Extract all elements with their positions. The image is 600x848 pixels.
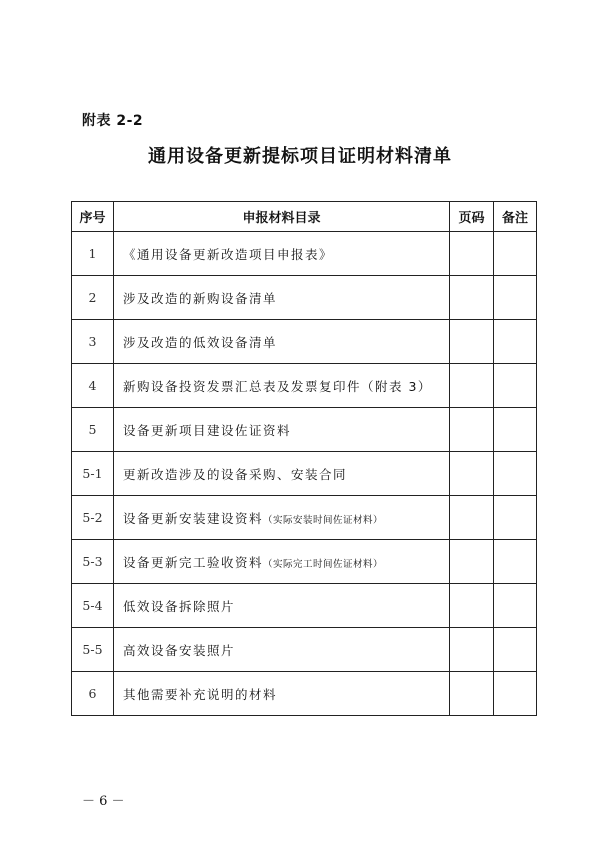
row-item <box>114 452 450 496</box>
table-row <box>72 540 537 584</box>
row-remark <box>494 584 537 628</box>
row-page <box>450 276 494 320</box>
row-remark <box>494 320 537 364</box>
row-item-text: 设备更新项目建设佐证资料 <box>123 422 292 438</box>
table-row <box>72 232 537 276</box>
row-item <box>114 496 450 540</box>
row-number: 5-4 <box>72 584 114 628</box>
header-page: 页码 <box>450 202 494 232</box>
row-item-text: 更新改造涉及的设备采购、安装合同 <box>123 466 348 482</box>
row-item-note: （实际安装时间佐证材料） <box>263 514 384 526</box>
materials-table <box>71 201 537 716</box>
row-page <box>450 232 494 276</box>
row-item <box>114 672 450 716</box>
row-remark <box>494 232 537 276</box>
row-remark <box>494 496 537 540</box>
table-row <box>72 628 537 672</box>
row-item-note: （实际完工时间佐证材料） <box>263 558 384 570</box>
row-number: 5-2 <box>72 496 114 540</box>
row-number: 3 <box>72 320 114 364</box>
row-number: 1 <box>72 232 114 276</box>
row-item-text: 设备更新完工验收资料 <box>123 554 264 570</box>
row-page <box>450 672 494 716</box>
row-item-text: 《通用设备更新改造项目申报表》 <box>123 246 334 262</box>
table-row <box>72 452 537 496</box>
table-row <box>72 496 537 540</box>
row-item <box>114 232 450 276</box>
table-header-row <box>72 202 537 232</box>
row-remark <box>494 364 537 408</box>
row-item-text: 涉及改造的新购设备清单 <box>123 290 278 306</box>
row-number: 5-5 <box>72 628 114 672</box>
row-page <box>450 364 494 408</box>
row-item <box>114 408 450 452</box>
row-page <box>450 408 494 452</box>
row-item <box>114 276 450 320</box>
table-row <box>72 276 537 320</box>
row-page <box>450 628 494 672</box>
row-item-text: 涉及改造的低效设备清单 <box>123 334 278 350</box>
row-number: 4 <box>72 364 114 408</box>
row-page <box>450 584 494 628</box>
row-item <box>114 364 450 408</box>
row-number: 5-1 <box>72 452 114 496</box>
row-item <box>114 584 450 628</box>
table-row <box>72 408 537 452</box>
row-remark <box>494 276 537 320</box>
table-row <box>72 364 537 408</box>
row-item <box>114 628 450 672</box>
row-page <box>450 540 494 584</box>
table-row <box>72 320 537 364</box>
row-number: 2 <box>72 276 114 320</box>
row-page <box>450 320 494 364</box>
row-number: 6 <box>72 672 114 716</box>
row-item-text: 设备更新安装建设资料 <box>123 510 264 526</box>
row-item-text: 低效设备拆除照片 <box>123 598 236 614</box>
attachment-label: 附表 2-2 <box>82 113 144 129</box>
row-remark <box>494 628 537 672</box>
row-remark <box>494 408 537 452</box>
row-number: 5 <box>72 408 114 452</box>
table-row <box>72 672 537 716</box>
page-number: － 6 － <box>82 794 125 809</box>
document-title: 通用设备更新提标项目证明材料清单 <box>148 146 452 167</box>
row-remark <box>494 452 537 496</box>
row-number: 5-3 <box>72 540 114 584</box>
table-body <box>72 232 537 716</box>
row-remark <box>494 672 537 716</box>
row-item-text: 高效设备安装照片 <box>123 642 236 658</box>
header-item: 申报材料目录 <box>114 202 450 232</box>
row-page <box>450 496 494 540</box>
header-remark: 备注 <box>494 202 537 232</box>
row-item <box>114 320 450 364</box>
table-row <box>72 584 537 628</box>
row-item <box>114 540 450 584</box>
row-page <box>450 452 494 496</box>
row-item-text: 新购设备投资发票汇总表及发票复印件（附表 3） <box>123 378 432 394</box>
row-remark <box>494 540 537 584</box>
row-item-text: 其他需要补充说明的材料 <box>123 686 278 702</box>
header-no: 序号 <box>72 202 114 232</box>
